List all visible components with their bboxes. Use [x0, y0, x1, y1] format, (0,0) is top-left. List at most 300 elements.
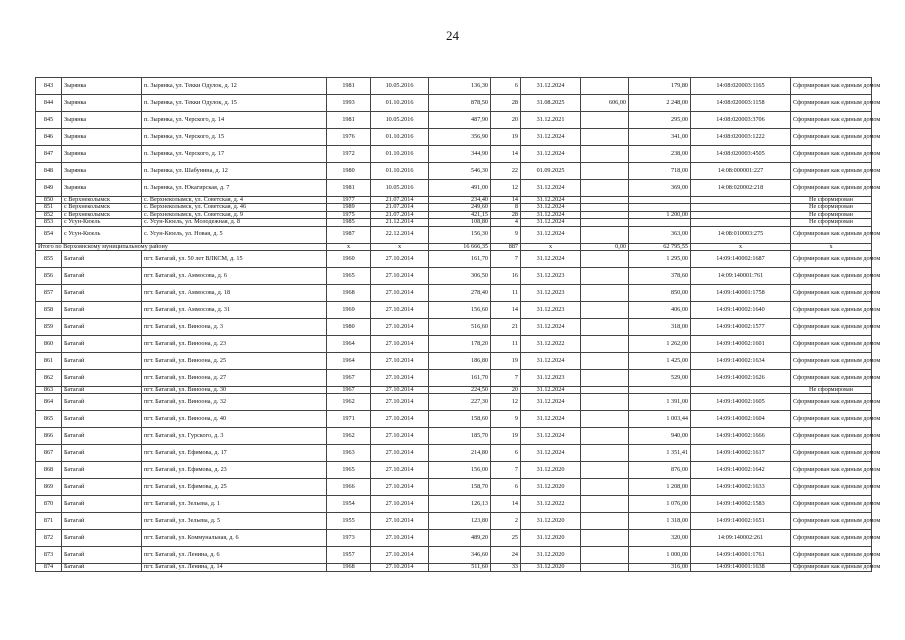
land-area-cell: 363,00: [629, 226, 691, 243]
table-row: [36, 394, 872, 411]
row-number-cell: 851: [36, 204, 62, 211]
land-area-cell: 876,00: [629, 462, 691, 479]
recognition-date-cell: 27.10.2014: [371, 496, 429, 513]
value-cell: [581, 302, 629, 319]
recognition-date-cell: 27.10.2014: [371, 428, 429, 445]
table-row: [36, 226, 872, 243]
cadastral-number-cell: 14:09:140002:1577: [691, 319, 791, 336]
residents-cell: 19: [491, 428, 521, 445]
table-row: [36, 411, 872, 428]
total-cad-cell: x: [691, 243, 791, 250]
recognition-date-cell: 21.12.2014: [371, 219, 429, 226]
deadline-cell: 31.12.2021: [521, 112, 581, 129]
deadline-cell: 31.12.2024: [521, 204, 581, 211]
value-cell: [581, 226, 629, 243]
recognition-date-cell: 22.12.2014: [371, 226, 429, 243]
row-number-cell: 844: [36, 95, 62, 112]
table-row: [36, 370, 872, 387]
total-date-cell: x: [371, 243, 429, 250]
locality-cell: Батагай: [62, 530, 142, 547]
build-year-cell: 1968: [327, 564, 371, 571]
locality-cell: Батагай: [62, 462, 142, 479]
locality-cell: с Верхнеколымск: [62, 204, 142, 211]
locality-cell: Батагай: [62, 479, 142, 496]
area-cell: 234,40: [429, 197, 491, 204]
area-cell: 346,60: [429, 547, 491, 564]
land-area-cell: 1 003,44: [629, 411, 691, 428]
build-year-cell: 1955: [327, 513, 371, 530]
status-cell: Сформирован как единым домом: [791, 251, 872, 268]
table-row: [36, 462, 872, 479]
address-cell: п. Зырянка, ул. Текки Одулок, д. 15: [142, 95, 327, 112]
row-number-cell: 845: [36, 112, 62, 129]
table-row: [36, 219, 872, 226]
table-row: [36, 95, 872, 112]
address-cell: пгт. Батагай, ул. Ефимова, д. 23: [142, 462, 327, 479]
locality-cell: Зырянка: [62, 180, 142, 197]
row-number-cell: 855: [36, 251, 62, 268]
deadline-cell: 31.12.2024: [521, 78, 581, 95]
deadline-cell: 31.12.2020: [521, 462, 581, 479]
residents-cell: 7: [491, 370, 521, 387]
recognition-date-cell: 27.10.2014: [371, 530, 429, 547]
row-number-cell: 854: [36, 226, 62, 243]
recognition-date-cell: 27.10.2014: [371, 319, 429, 336]
residents-cell: 20: [491, 112, 521, 129]
row-number-cell: 856: [36, 268, 62, 285]
residents-cell: 28: [491, 211, 521, 218]
deadline-cell: 31.12.2023: [521, 370, 581, 387]
table-row: [36, 564, 872, 571]
locality-cell: с Верхнеколымск: [62, 197, 142, 204]
row-number-cell: 858: [36, 302, 62, 319]
status-cell: Сформирован как единым домом: [791, 411, 872, 428]
land-area-cell: 341,00: [629, 129, 691, 146]
residents-cell: 16: [491, 268, 521, 285]
status-cell: Сформирован как единым домом: [791, 547, 872, 564]
residents-cell: 11: [491, 285, 521, 302]
land-area-cell: [629, 197, 691, 204]
address-cell: с. Верхнеколымск, ул. Советская, д. 46: [142, 204, 327, 211]
row-number-cell: 863: [36, 387, 62, 394]
land-area-cell: 318,00: [629, 319, 691, 336]
row-number-cell: 853: [36, 219, 62, 226]
locality-cell: Батагай: [62, 394, 142, 411]
area-cell: 123,80: [429, 513, 491, 530]
build-year-cell: 1964: [327, 336, 371, 353]
value-cell: [581, 204, 629, 211]
land-area-cell: 238,00: [629, 146, 691, 163]
land-area-cell: 295,00: [629, 112, 691, 129]
build-year-cell: 1962: [327, 428, 371, 445]
land-area-cell: 529,00: [629, 370, 691, 387]
locality-cell: Зырянка: [62, 146, 142, 163]
page-number: 24: [446, 28, 459, 43]
table-row: [36, 387, 872, 394]
status-cell: Не сформирован: [791, 204, 872, 211]
land-area-cell: 1 295,00: [629, 251, 691, 268]
locality-cell: Батагай: [62, 370, 142, 387]
address-cell: пгт. Батагай, ул. 50 лет ВЛКСМ, д. 15: [142, 251, 327, 268]
value-cell: [581, 219, 629, 226]
locality-cell: Батагай: [62, 285, 142, 302]
table-row: [36, 251, 872, 268]
total-row: [36, 243, 872, 250]
status-cell: Сформирован как единым домом: [791, 302, 872, 319]
address-cell: пгт. Батагай, ул. Ленина, д. 14: [142, 564, 327, 571]
value-cell: [581, 547, 629, 564]
table-row: [36, 146, 872, 163]
status-cell: Сформирован как единым домом: [791, 479, 872, 496]
address-cell: с. Усун-Кюель, ул. Молодежная, д. 8: [142, 219, 327, 226]
table-row: [36, 513, 872, 530]
land-area-cell: 940,00: [629, 428, 691, 445]
row-number-cell: 869: [36, 479, 62, 496]
locality-cell: Батагай: [62, 564, 142, 571]
build-year-cell: 1972: [327, 146, 371, 163]
value-cell: [581, 387, 629, 394]
build-year-cell: 1993: [327, 95, 371, 112]
deadline-cell: 31.12.2024: [521, 129, 581, 146]
cadastral-number-cell: 14:09:140002:1634: [691, 353, 791, 370]
row-number-cell: 852: [36, 211, 62, 218]
land-area-cell: 1 208,00: [629, 479, 691, 496]
recognition-date-cell: 27.10.2014: [371, 411, 429, 428]
status-cell: Сформирован как единым домом: [791, 394, 872, 411]
residents-cell: 7: [491, 462, 521, 479]
build-year-cell: 1965: [327, 268, 371, 285]
table-row: [36, 428, 872, 445]
address-cell: пгт. Батагай, ул. Ефимова, д. 25: [142, 479, 327, 496]
area-cell: 108,80: [429, 219, 491, 226]
locality-cell: с Усун-Кюель: [62, 219, 142, 226]
recognition-date-cell: 27.10.2014: [371, 513, 429, 530]
status-cell: Сформирован как единым домом: [791, 163, 872, 180]
build-year-cell: 1965: [327, 462, 371, 479]
row-number-cell: 843: [36, 78, 62, 95]
locality-cell: с Верхнеколымск: [62, 211, 142, 218]
value-cell: [581, 428, 629, 445]
address-cell: пгт. Батагай, ул. Виноона, д. 23: [142, 336, 327, 353]
recognition-date-cell: 21.07.2014: [371, 211, 429, 218]
table-row: [36, 496, 872, 513]
locality-cell: Батагай: [62, 268, 142, 285]
residents-cell: 12: [491, 394, 521, 411]
build-year-cell: 1954: [327, 496, 371, 513]
build-year-cell: 1963: [327, 445, 371, 462]
address-cell: пгт. Батагай, ул. Виноона, д. 32: [142, 394, 327, 411]
recognition-date-cell: 27.10.2014: [371, 445, 429, 462]
land-area-cell: 1 391,00: [629, 394, 691, 411]
deadline-cell: 31.12.2024: [521, 219, 581, 226]
deadline-cell: 31.12.2020: [521, 479, 581, 496]
locality-cell: Батагай: [62, 513, 142, 530]
deadline-cell: 31.12.2023: [521, 285, 581, 302]
value-cell: [581, 445, 629, 462]
status-cell: Сформирован как единым домом: [791, 129, 872, 146]
cadastral-number-cell: [691, 219, 791, 226]
table-row: [36, 445, 872, 462]
recognition-date-cell: 27.10.2014: [371, 394, 429, 411]
build-year-cell: 1977: [327, 197, 371, 204]
table-row: [36, 530, 872, 547]
land-area-cell: 316,00: [629, 564, 691, 571]
status-cell: Сформирован как единым домом: [791, 462, 872, 479]
row-number-cell: 850: [36, 197, 62, 204]
value-cell: [581, 268, 629, 285]
residents-cell: 14: [491, 197, 521, 204]
value-cell: [581, 78, 629, 95]
deadline-cell: 31.12.2024: [521, 319, 581, 336]
address-cell: пгт. Батагай, ул. Виноона, д. 25: [142, 353, 327, 370]
deadline-cell: 31.12.2023: [521, 302, 581, 319]
value-cell: [581, 564, 629, 571]
cadastral-number-cell: 14:09:140002:1666: [691, 428, 791, 445]
total-v2-cell: 62 795,55: [629, 243, 691, 250]
total-deadline-cell: x: [521, 243, 581, 250]
land-area-cell: 1 000,00: [629, 547, 691, 564]
residents-cell: 4: [491, 219, 521, 226]
row-number-cell: 860: [36, 336, 62, 353]
status-cell: Сформирован как единым домом: [791, 513, 872, 530]
land-area-cell: 406,00: [629, 302, 691, 319]
cadastral-number-cell: 14:09:140002:1633: [691, 479, 791, 496]
land-area-cell: 320,00: [629, 530, 691, 547]
recognition-date-cell: 27.10.2014: [371, 268, 429, 285]
cadastral-number-cell: [691, 387, 791, 394]
build-year-cell: 1969: [327, 302, 371, 319]
deadline-cell: 31.12.2024: [521, 146, 581, 163]
status-cell: Сформирован как единым домом: [791, 319, 872, 336]
value-cell: [581, 129, 629, 146]
status-cell: Сформирован как единым домом: [791, 226, 872, 243]
address-cell: с. Усун-Кюель, ул. Новая, д. 5: [142, 226, 327, 243]
build-year-cell: 1960: [327, 251, 371, 268]
recognition-date-cell: 21.07.2014: [371, 197, 429, 204]
land-area-cell: 1 076,00: [629, 496, 691, 513]
cadastral-number-cell: 14:09:140001:761: [691, 268, 791, 285]
table-row: [36, 302, 872, 319]
locality-cell: Батагай: [62, 547, 142, 564]
address-cell: пгт. Батагай, ул. Зельева, д. 1: [142, 496, 327, 513]
address-cell: пгт. Батагай, ул. Зельева, д. 5: [142, 513, 327, 530]
total-label-cell: Итого по Верхоянскому муниципальному району: [36, 243, 327, 250]
value-cell: [581, 112, 629, 129]
value-cell: [581, 462, 629, 479]
cadastral-number-cell: 14:09:140002:1651: [691, 513, 791, 530]
recognition-date-cell: 01.10.2016: [371, 95, 429, 112]
locality-cell: Батагай: [62, 445, 142, 462]
recognition-date-cell: 27.10.2014: [371, 251, 429, 268]
build-year-cell: 1966: [327, 479, 371, 496]
area-cell: 487,90: [429, 112, 491, 129]
address-cell: с. Верхнеколымск, ул. Советская, д. 4: [142, 197, 327, 204]
residents-cell: 24: [491, 547, 521, 564]
build-year-cell: 1987: [327, 226, 371, 243]
cadastral-number-cell: 14:09:140002:261: [691, 530, 791, 547]
land-area-cell: 378,60: [629, 268, 691, 285]
cadastral-number-cell: 14:08:000001:227: [691, 163, 791, 180]
recognition-date-cell: 01.10.2016: [371, 129, 429, 146]
row-number-cell: 849: [36, 180, 62, 197]
deadline-cell: 31.12.2024: [521, 445, 581, 462]
build-year-cell: 1975: [327, 211, 371, 218]
row-number-cell: 870: [36, 496, 62, 513]
build-year-cell: 1967: [327, 387, 371, 394]
recognition-date-cell: 27.10.2014: [371, 462, 429, 479]
table-row: [36, 129, 872, 146]
cadastral-number-cell: 14:08:020002:218: [691, 180, 791, 197]
area-cell: 158,70: [429, 479, 491, 496]
cadastral-number-cell: 14:09:140002:1640: [691, 302, 791, 319]
table-row: [36, 78, 872, 95]
build-year-cell: 1967: [327, 370, 371, 387]
deadline-cell: 31.12.2023: [521, 268, 581, 285]
residents-cell: 20: [491, 387, 521, 394]
cadastral-number-cell: 14:09:140001:1638: [691, 564, 791, 571]
status-cell: Сформирован как единым домом: [791, 530, 872, 547]
row-number-cell: 864: [36, 394, 62, 411]
deadline-cell: 31.12.2024: [521, 251, 581, 268]
address-cell: пгт. Батагай, ул. Ленина, д. 6: [142, 547, 327, 564]
cadastral-number-cell: 14:08:020003:3706: [691, 112, 791, 129]
area-cell: 126,13: [429, 496, 491, 513]
build-year-cell: 1962: [327, 394, 371, 411]
deadline-cell: 31.12.2024: [521, 211, 581, 218]
residents-cell: 14: [491, 146, 521, 163]
recognition-date-cell: 27.10.2014: [371, 547, 429, 564]
area-cell: 185,70: [429, 428, 491, 445]
residents-cell: 7: [491, 251, 521, 268]
area-cell: 491,00: [429, 180, 491, 197]
row-number-cell: 866: [36, 428, 62, 445]
area-cell: 878,50: [429, 95, 491, 112]
table-row: [36, 336, 872, 353]
table-row: [36, 285, 872, 302]
recognition-date-cell: 01.10.2016: [371, 163, 429, 180]
value-cell: [581, 394, 629, 411]
address-cell: пгт. Батагай, ул. Коммунальная, д. 6: [142, 530, 327, 547]
deadline-cell: 31.08.2025: [521, 95, 581, 112]
residents-cell: 9: [491, 226, 521, 243]
value-cell: [581, 146, 629, 163]
residents-cell: 22: [491, 163, 521, 180]
cadastral-number-cell: 14:09:140002:1626: [691, 370, 791, 387]
cadastral-number-cell: 14:08:020003:1165: [691, 78, 791, 95]
deadline-cell: 31.12.2024: [521, 226, 581, 243]
residents-cell: 14: [491, 496, 521, 513]
build-year-cell: 1973: [327, 530, 371, 547]
housing-register-table: [35, 77, 881, 572]
address-cell: с. Верхнеколымск, ул. Советская, д. 9: [142, 211, 327, 218]
locality-cell: Батагай: [62, 251, 142, 268]
address-cell: пгт. Батагай, ул. Аммосова, д. 6: [142, 268, 327, 285]
locality-cell: Зырянка: [62, 163, 142, 180]
build-year-cell: 1981: [327, 112, 371, 129]
cadastral-number-cell: 14:09:140002:1601: [691, 336, 791, 353]
cadastral-number-cell: [691, 204, 791, 211]
build-year-cell: 1971: [327, 411, 371, 428]
build-year-cell: 1989: [327, 204, 371, 211]
cadastral-number-cell: 14:09:140002:1617: [691, 445, 791, 462]
table-body: [36, 78, 881, 572]
row-number-cell: 846: [36, 129, 62, 146]
land-area-cell: 1 262,00: [629, 336, 691, 353]
land-area-cell: 2 248,00: [629, 95, 691, 112]
status-cell: Не сформирован: [791, 211, 872, 218]
locality-cell: Батагай: [62, 302, 142, 319]
recognition-date-cell: 27.10.2014: [371, 353, 429, 370]
build-year-cell: 1981: [327, 180, 371, 197]
status-cell: Сформирован как единым домом: [791, 95, 872, 112]
value-cell: [581, 353, 629, 370]
build-year-cell: 1964: [327, 353, 371, 370]
residents-cell: 33: [491, 564, 521, 571]
row-number-cell: 862: [36, 370, 62, 387]
deadline-cell: 01.09.2025: [521, 163, 581, 180]
row-number-cell: 874: [36, 564, 62, 571]
value-cell: [581, 251, 629, 268]
recognition-date-cell: 10.05.2016: [371, 78, 429, 95]
address-cell: пгт. Батагай, ул. Виноона, д. 40: [142, 411, 327, 428]
build-year-cell: 1985: [327, 219, 371, 226]
cadastral-number-cell: 14:09:140002:1642: [691, 462, 791, 479]
area-cell: 156,30: [429, 226, 491, 243]
residents-cell: 19: [491, 353, 521, 370]
value-cell: [581, 211, 629, 218]
value-cell: [581, 197, 629, 204]
value-cell: [581, 163, 629, 180]
table-row: [36, 268, 872, 285]
residents-cell: 21: [491, 319, 521, 336]
address-cell: пгт. Батагай, ул. Аммосова, д. 18: [142, 285, 327, 302]
table-row: [36, 180, 872, 197]
recognition-date-cell: 10.05.2016: [371, 180, 429, 197]
deadline-cell: 31.12.2024: [521, 387, 581, 394]
area-cell: 161,70: [429, 370, 491, 387]
residents-cell: 14: [491, 302, 521, 319]
deadline-cell: 31.12.2020: [521, 513, 581, 530]
cadastral-number-cell: 14:09:140002:1605: [691, 394, 791, 411]
locality-cell: Зырянка: [62, 95, 142, 112]
area-cell: 161,70: [429, 251, 491, 268]
table-row: [36, 163, 872, 180]
cadastral-number-cell: 14:09:140001:1761: [691, 547, 791, 564]
value-cell: [581, 530, 629, 547]
land-area-cell: [629, 219, 691, 226]
status-cell: Не сформирован: [791, 219, 872, 226]
residents-cell: 28: [491, 95, 521, 112]
locality-cell: Батагай: [62, 353, 142, 370]
residents-cell: 9: [491, 411, 521, 428]
land-area-cell: 179,80: [629, 78, 691, 95]
area-cell: 156,60: [429, 302, 491, 319]
land-area-cell: 369,00: [629, 180, 691, 197]
deadline-cell: 31.12.2020: [521, 564, 581, 571]
deadline-cell: 31.12.2024: [521, 411, 581, 428]
row-number-cell: 848: [36, 163, 62, 180]
deadline-cell: 31.12.2024: [521, 428, 581, 445]
area-cell: 158,60: [429, 411, 491, 428]
locality-cell: с Усун-Кюель: [62, 226, 142, 243]
status-cell: Сформирован как единым домом: [791, 336, 872, 353]
area-cell: 214,80: [429, 445, 491, 462]
status-cell: Сформирован как единым домом: [791, 285, 872, 302]
deadline-cell: 31.12.2024: [521, 197, 581, 204]
area-cell: 224,50: [429, 387, 491, 394]
recognition-date-cell: 27.10.2014: [371, 387, 429, 394]
locality-cell: Зырянка: [62, 112, 142, 129]
